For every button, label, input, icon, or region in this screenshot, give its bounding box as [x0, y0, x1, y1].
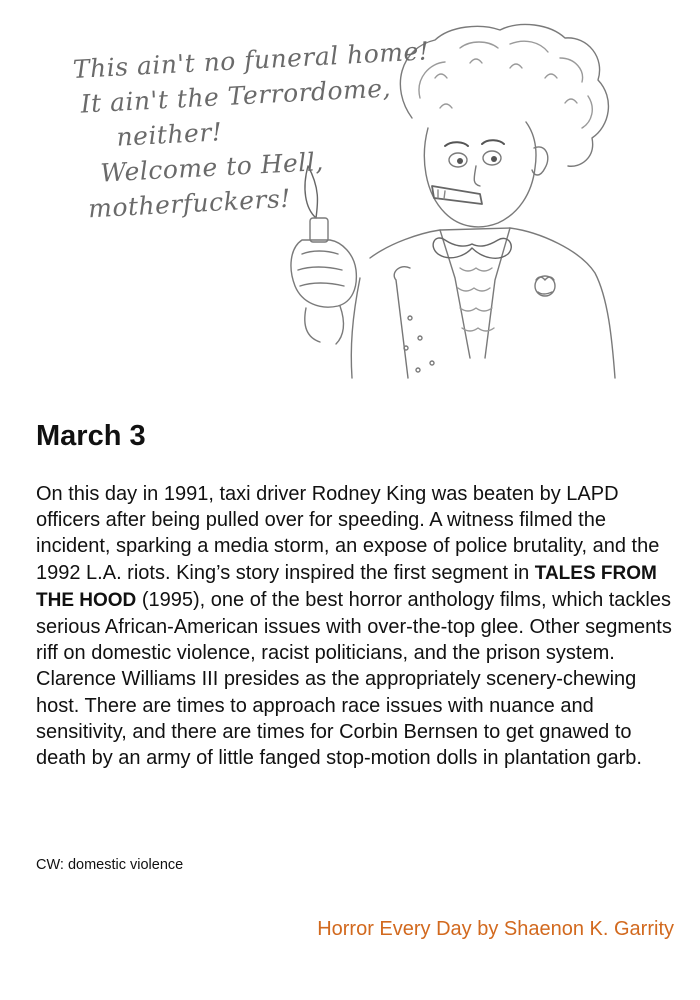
film-title: TALES FROM THE HOOD [36, 562, 657, 611]
cigar [432, 186, 482, 204]
entry-body-part2: (1995), one of the best horror anthology films, which tackles serious African-American issues with over-the-top glee. Other segments riff on domestic violence, racist politicians, and the prison system. Clarence Williams III presides as the appropriately scenery-chewing host. There are times to approach race issues with nuance and sensitivity, and there are times for Corbin Bernsen to get gnawed to death by an army of little fanged stop-motion dolls in plantation garb. [36, 588, 672, 770]
face-outline [424, 122, 536, 227]
content-warning: CW: domestic violence [36, 857, 184, 873]
bow-tie [433, 238, 511, 258]
entry-title: March 3 [36, 420, 146, 452]
speech-line: This ain't no funeral home! [72, 36, 430, 84]
entry-body [36, 481, 676, 771]
speech-line: neither! [115, 117, 223, 152]
speech-text [72, 35, 430, 227]
speech-line: Welcome to Hell, [99, 147, 325, 188]
speech-line: motherfuckers! [87, 183, 292, 224]
series-credit: Horror Every Day by Shaenon K. Garrity [317, 918, 674, 940]
fist-with-lighter [291, 240, 356, 307]
entry-body-part1: On this day in 1991, taxi driver Rodney King was beaten by LAPD officers after being pulled over for speeding. A witness filmed the incident, sparking a media storm, an expose of police brutality, and the 1992 L.A. riots. King’s story inspired the first segment in [36, 483, 660, 584]
hair-outline [400, 24, 608, 166]
cane [394, 267, 410, 378]
speech-line: It ain't the Terrordome, [79, 73, 392, 119]
